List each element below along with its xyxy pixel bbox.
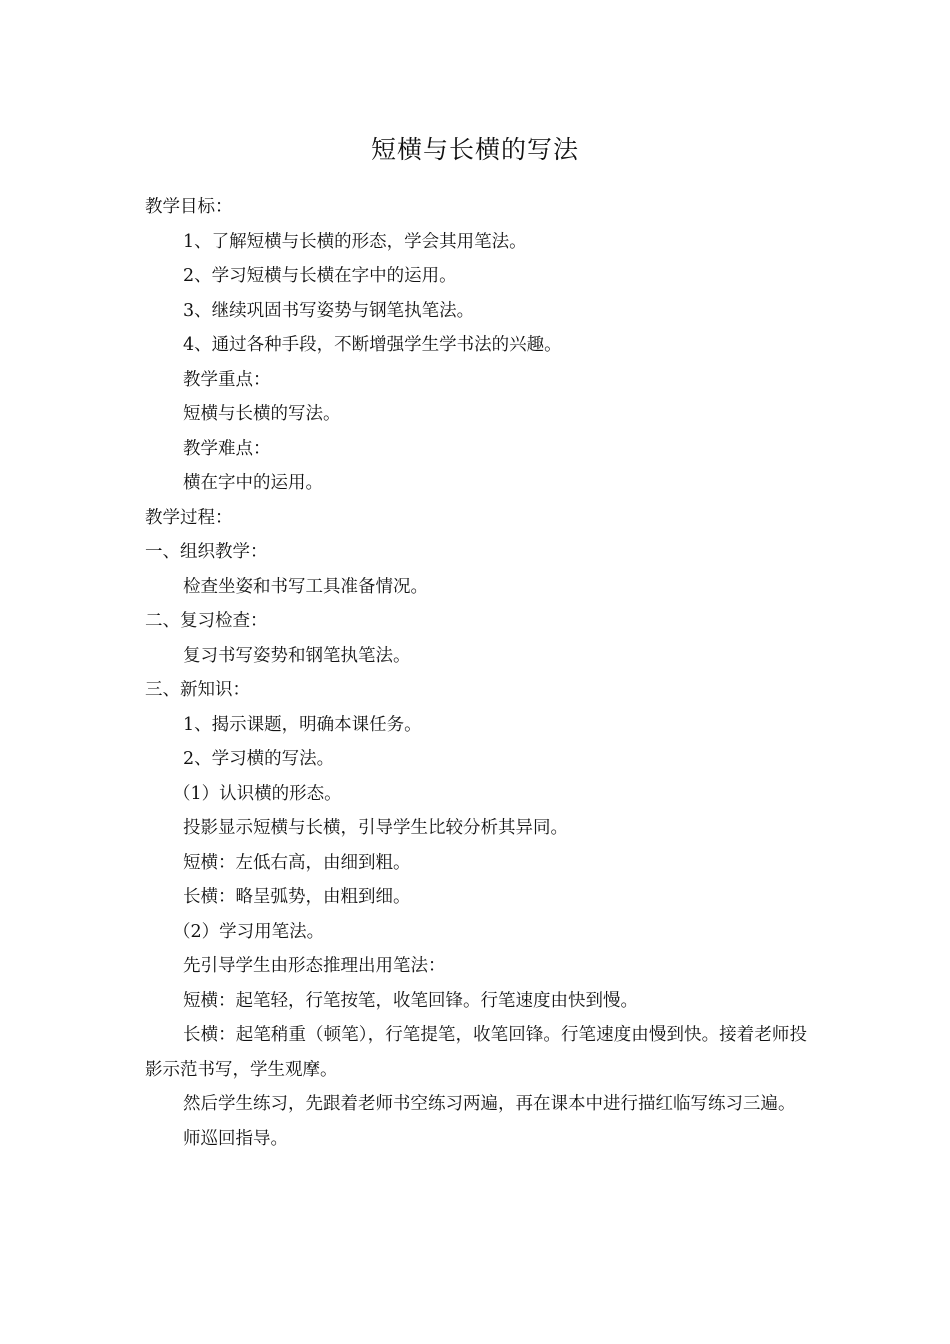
text-line: 三、新知识： [145,680,250,700]
text-line: 短横：起笔轻，行笔按笔，收笔回锋。行笔速度由快到慢。 [183,990,638,1011]
text-line: 1、揭示课题，明确本课任务。 [183,714,422,735]
text-line: 短横与长横的写法。 [183,404,341,424]
text-line: 3、继续巩固书写姿势与钢笔执笔法。 [183,300,475,321]
text-line: 先引导学生由形态推理出用笔法： [183,956,446,976]
text-line: 检查坐姿和书写工具准备情况。 [183,576,428,597]
text-line: 教学目标： [145,197,233,217]
text-line: 教学难点： [183,438,271,459]
text-line: 1、了解短横与长横的形态，学会其用笔法。 [183,231,527,252]
text-line: （2）学习用笔法。 [173,921,325,942]
text-line: 一、组织教学： [145,542,268,562]
text-line: 长横：略呈弧势，由粗到细。 [183,887,411,907]
text-line: 教学过程： [145,507,233,528]
text-line: 然后学生练习，先跟着老师书空练习两遍，再在课本中进行描红临写练习三遍。 [183,1094,796,1114]
text-line: 短横：左低右高，由细到粗。 [183,852,411,873]
text-line: 教学重点： [183,369,271,390]
text-line: 4、通过各种手段，不断增强学生学书法的兴趣。 [183,335,562,355]
text-line: 师巡回指导。 [183,1128,288,1149]
text-line: 2、学习横的写法。 [183,749,335,769]
text-line: 2、学习短横与长横在字中的运用。 [183,266,457,286]
text-line: 长横：起笔稍重（顿笔），行笔提笔，收笔回锋。行笔速度由慢到快。接着老师投影示范书写，学生观摩。 [145,1025,807,1080]
document-body [145,190,807,1156]
text-line: 投影显示短横与长横，引导学生比较分析其异同。 [183,818,568,838]
text-line: 复习书写姿势和钢笔执笔法。 [183,645,411,666]
text-line: 横在字中的运用。 [183,473,323,493]
text-line: 二、复习检查： [145,611,268,631]
text-line: （1）认识横的形态。 [173,783,342,804]
document-title: 短横与长横的写法 [370,135,579,164]
